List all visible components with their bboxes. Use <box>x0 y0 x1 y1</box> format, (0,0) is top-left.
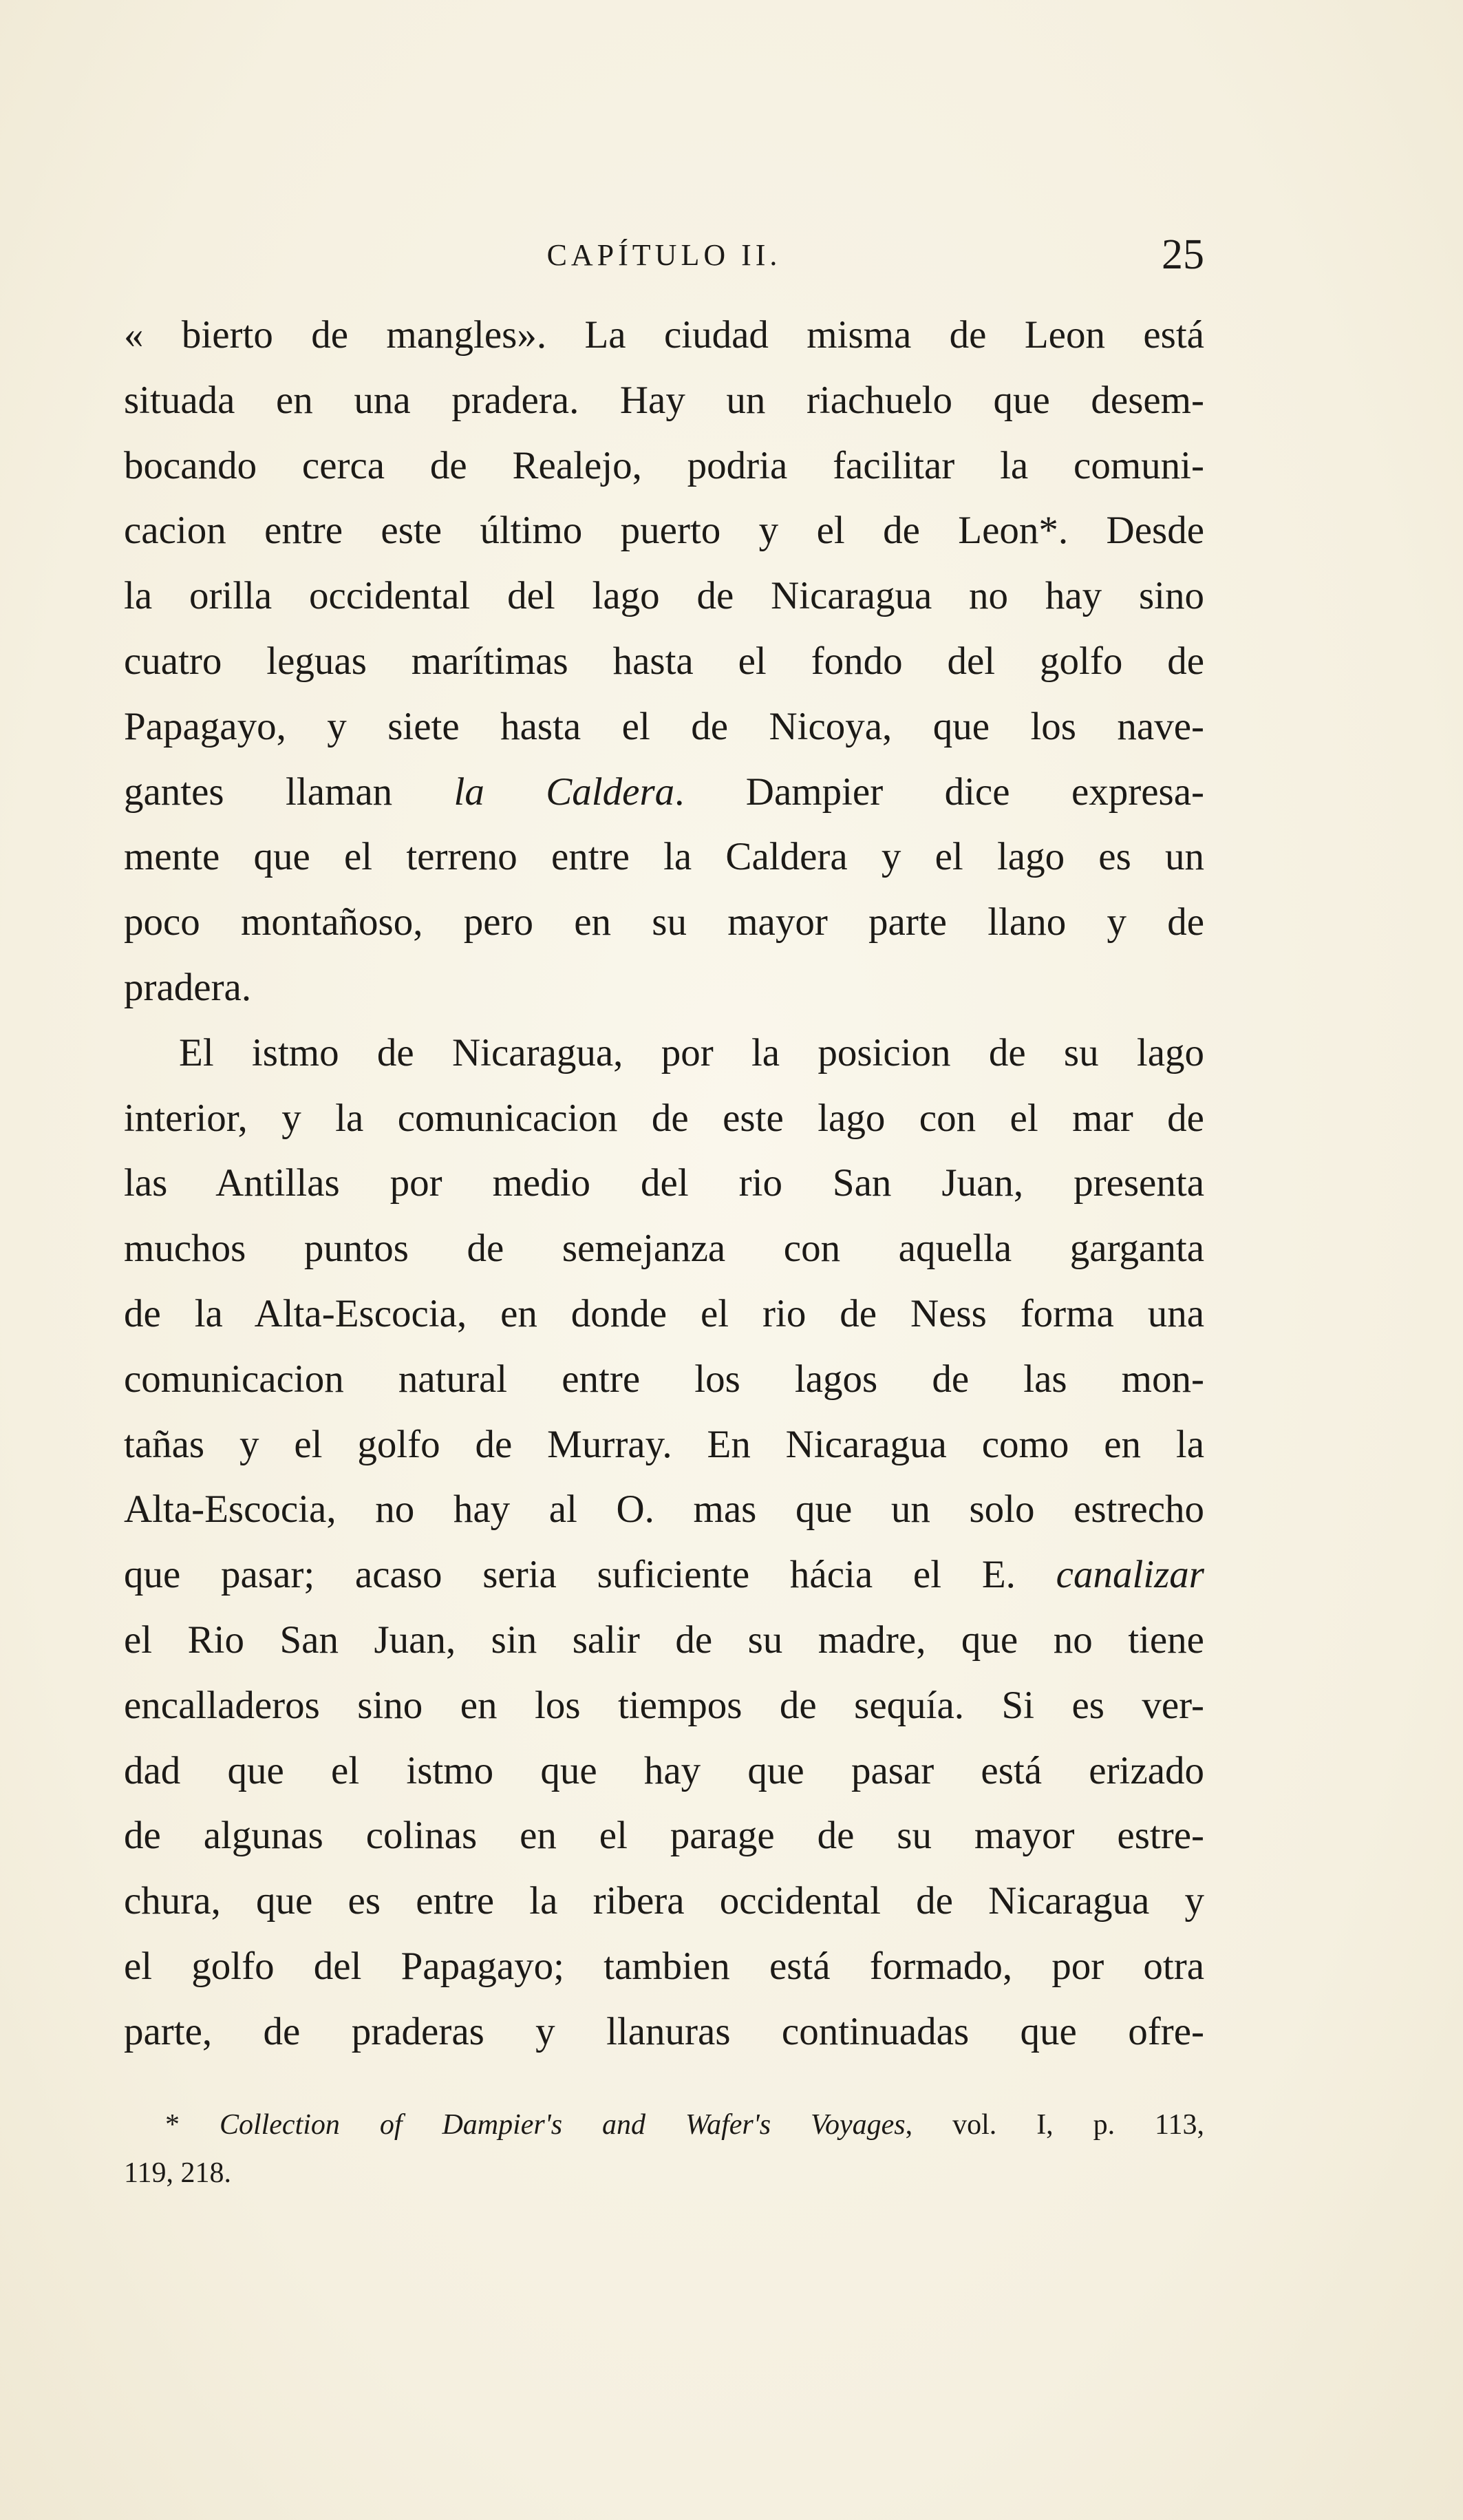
page-header <box>124 231 1204 286</box>
page-number: 25 <box>1162 231 1204 278</box>
text-line: de algunas colinas en el parage de su mayor estre- <box>124 1814 1204 1858</box>
text-line: pradera. <box>124 965 252 1009</box>
text-line: parte, de praderas y llanuras continuadas que ofre- <box>124 2009 1204 2053</box>
text-line: que pasar; acaso seria suficiente hácia el E. canalizar <box>124 1553 1204 1597</box>
text-line: la orilla occidental del lago de Nicaragua no hay sino <box>124 574 1204 618</box>
footnote-marker: * <box>165 2109 180 2141</box>
text-line: interior, y la comunicacion de este lago con el mar de <box>124 1096 1204 1140</box>
footnote-title: Collection of Dampier's and Wafer's Voyages <box>219 2109 906 2141</box>
text-line: gantes llaman la Caldera. Dampier dice expresa- <box>124 770 1204 814</box>
text-line: chura, que es entre la ribera occidental de Nicaragua y <box>124 1879 1204 1923</box>
text-line: dad que el istmo que hay que pasar está erizado <box>124 1748 1204 1792</box>
text-line: el Rio San Juan, sin salir de su madre, que no tiene <box>124 1618 1204 1662</box>
text-line: encalladeros sino en los tiempos de sequía. Si es ver- <box>124 1683 1204 1727</box>
footnote-line <box>124 2101 1204 2149</box>
text-line: El istmo de Nicaragua, por la posicion de su lago <box>179 1030 1204 1074</box>
text-line: muchos puntos de semejanza con aquella garganta <box>124 1227 1204 1271</box>
text-line: poco montañoso, pero en su mayor parte llano y de <box>124 900 1204 944</box>
text-line: de la Alta-Escocia, en donde el rio de Ness forma una <box>124 1291 1204 1335</box>
text-line: el golfo del Papagayo; tambien está formado, por otra <box>124 1944 1204 1988</box>
footnote-reference: , vol. I, p. 113, <box>905 2109 1204 2141</box>
text-line: mente que el terreno entre la Caldera y el lago es un <box>124 835 1204 879</box>
text-line: bocando cerca de Realejo, podria facilitar la comuni- <box>124 443 1204 487</box>
text-line: Papagayo, y siete hasta el de Nicoya, que los nave- <box>124 704 1204 748</box>
text-line: Alta-Escocia, no hay al O. mas que un solo estrecho <box>124 1487 1204 1532</box>
footnote <box>124 2101 1204 2197</box>
text-line: cuatro leguas marítimas hasta el fondo del golfo de <box>124 639 1204 683</box>
text-line: « bierto de mangles». La ciudad misma de Leon está <box>124 313 1204 357</box>
running-head: CAPÍTULO II. <box>546 238 782 272</box>
body-text <box>124 303 1204 2065</box>
text-line: cacion entre este último puerto y el de Leon*. Desde <box>124 509 1204 553</box>
footnote-continuation: 119, 218. <box>124 2157 231 2189</box>
text-line: las Antillas por medio del rio San Juan, presenta <box>124 1161 1204 1205</box>
text-line: comunicacion natural entre los lagos de las mon- <box>124 1357 1204 1401</box>
text-line: tañas y el golfo de Murray. En Nicaragua como en la <box>124 1422 1204 1466</box>
text-line: situada en una pradera. Hay un riachuelo que desem- <box>124 378 1204 422</box>
